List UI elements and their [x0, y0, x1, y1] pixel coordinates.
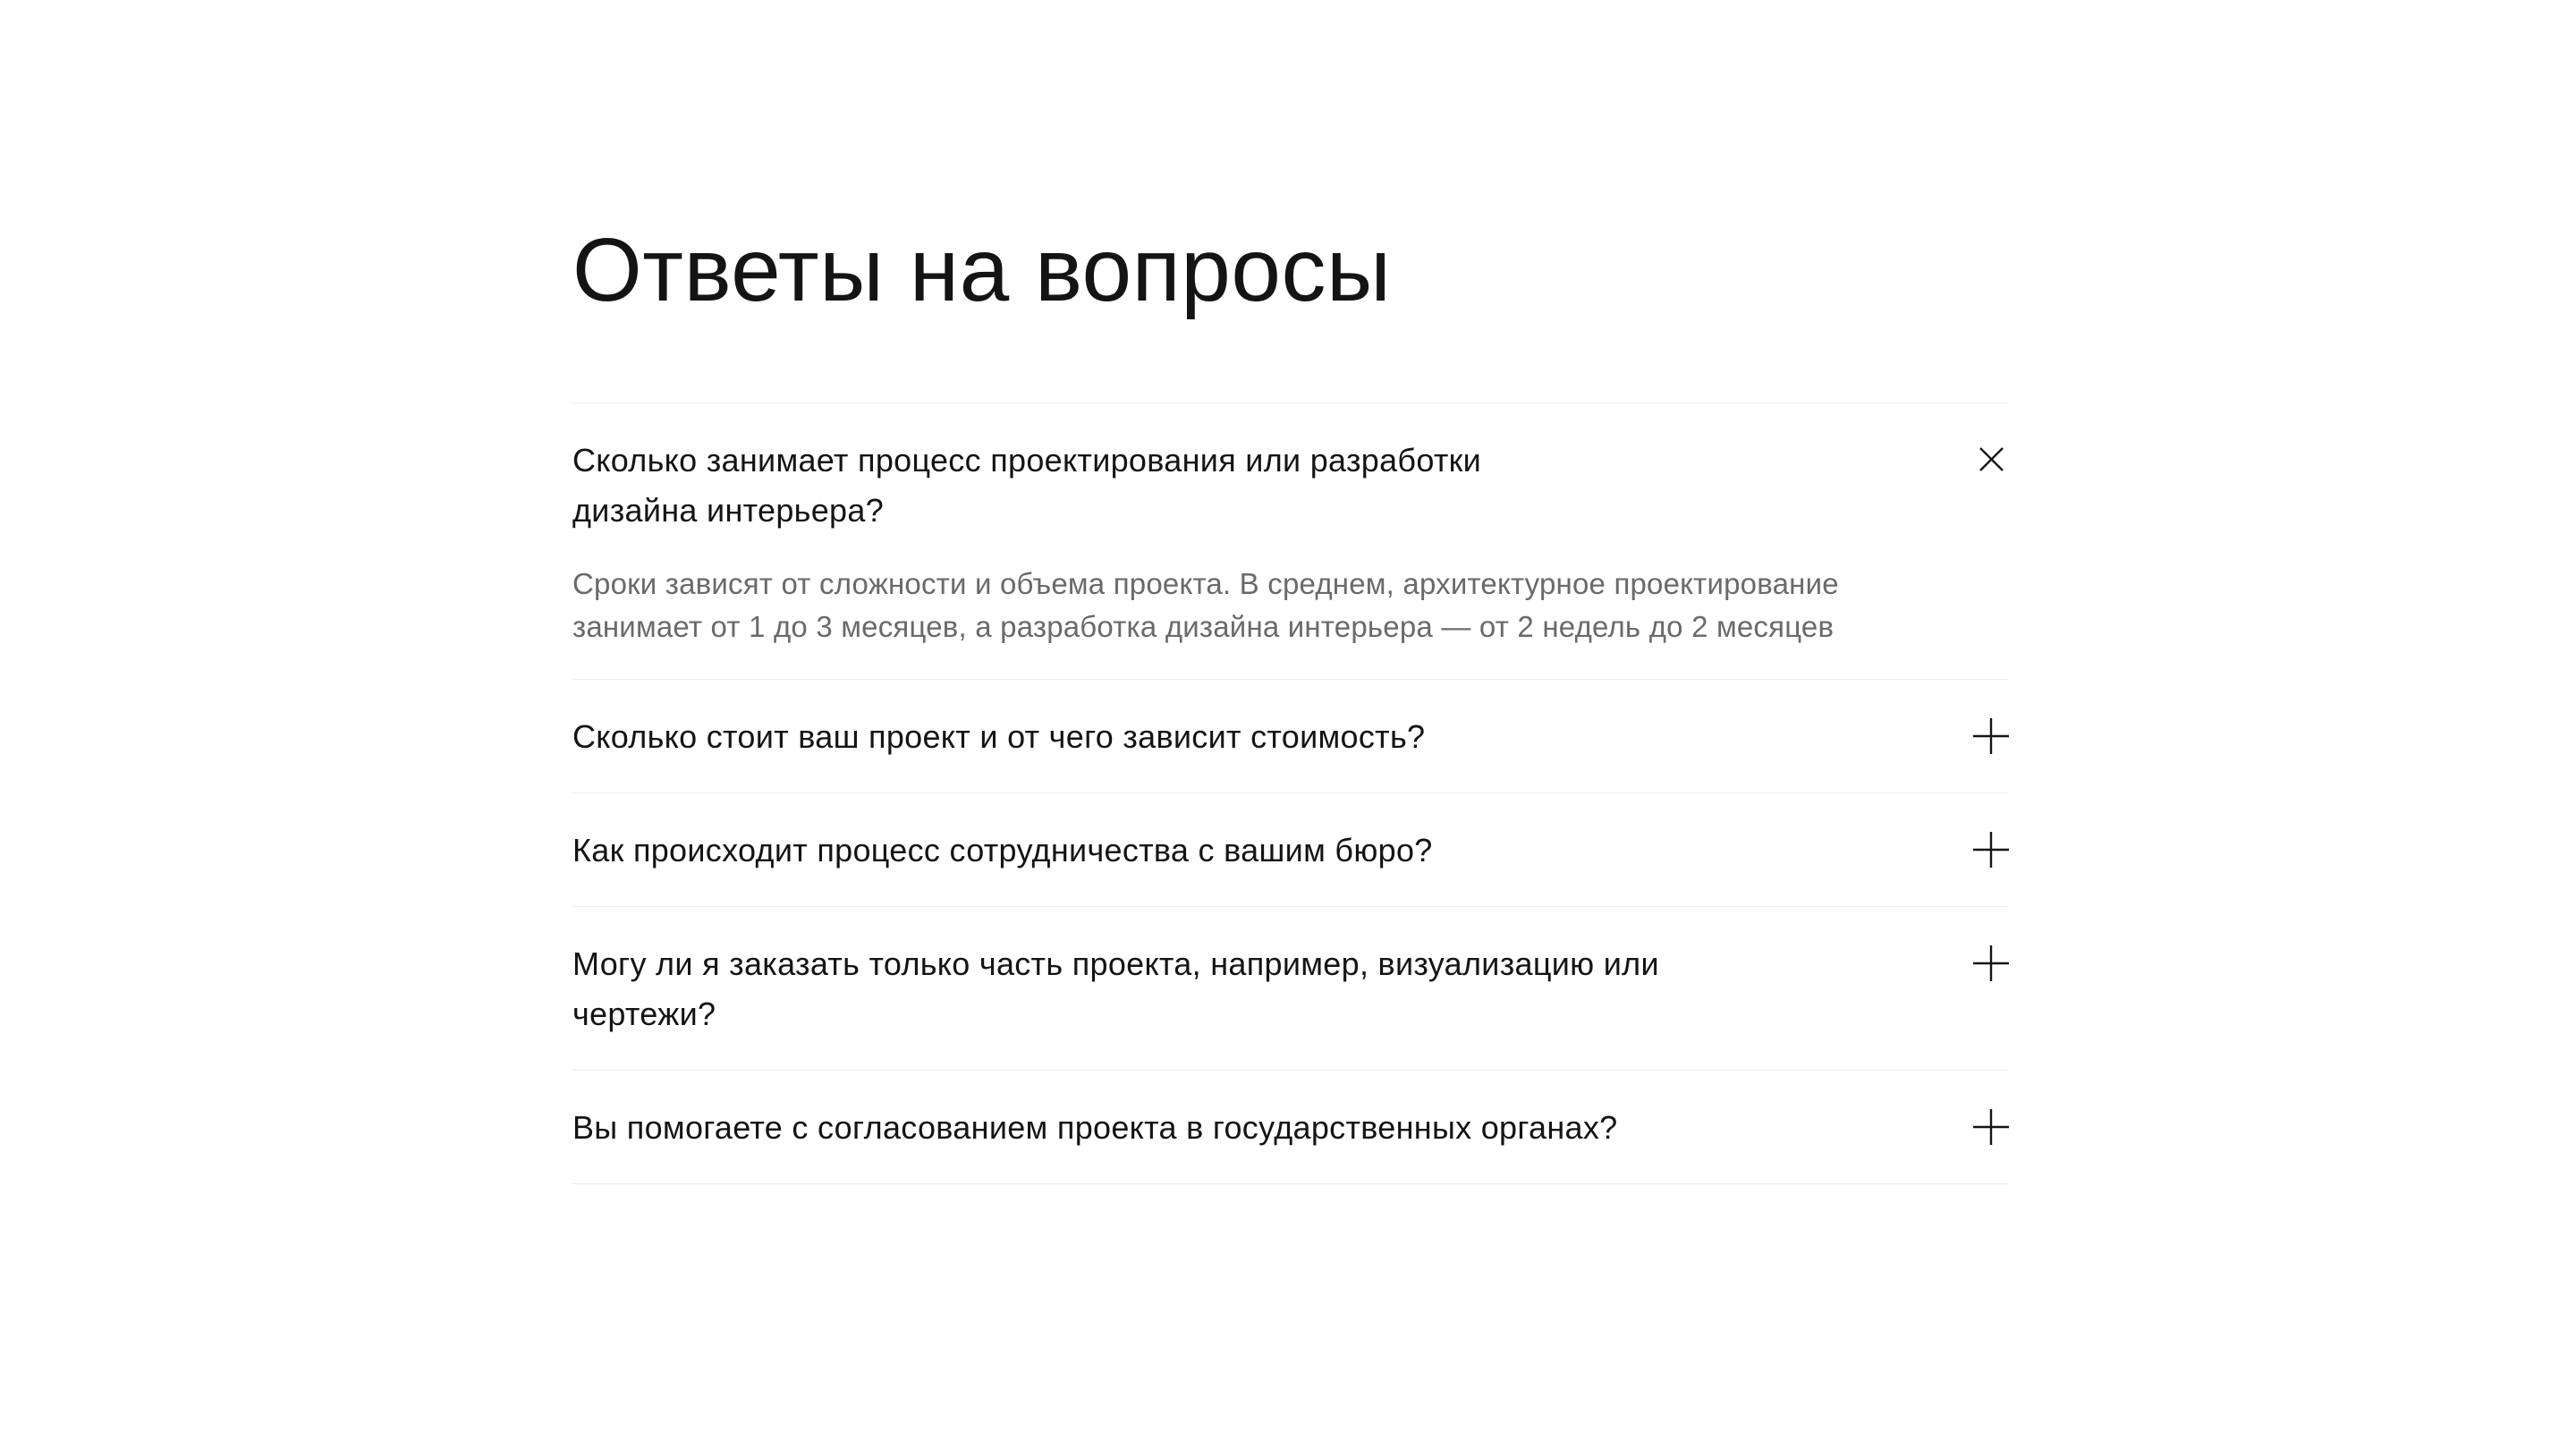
faq-question-line: Сколько занимает процесс проектирования или разработки	[572, 442, 1482, 479]
faq-question	[572, 939, 1659, 1039]
faq-section	[572, 0, 2009, 1184]
faq-question-row[interactable]	[572, 939, 2009, 1039]
faq-item	[572, 402, 2009, 679]
faq-answer	[572, 563, 2004, 648]
faq-answer-line: Сроки зависят от сложности и объема проекта. В среднем, архитектурное проектирование	[572, 567, 1839, 600]
faq-item	[572, 906, 2009, 1070]
plus-icon	[1973, 832, 2009, 870]
faq-question	[572, 826, 1433, 876]
faq-list	[572, 402, 2009, 1184]
faq-question-line: Как происходит процесс сотрудничества с вашим бюро?	[572, 832, 1433, 869]
faq-question-row[interactable]	[572, 712, 2009, 762]
faq-question-line: Могу ли я заказать только часть проекта, например, визуализацию или	[572, 945, 1659, 982]
faq-question-line: чертежи?	[572, 996, 716, 1032]
collapse-button[interactable]	[1973, 436, 2009, 486]
faq-answer-line: занимает от 1 до 3 месяцев, а разработка дизайна интерьера — от 2 недель до 2 месяцев	[572, 610, 1835, 643]
expand-button[interactable]	[1973, 1103, 2009, 1153]
faq-question-row[interactable]	[572, 826, 2009, 876]
faq-question-line: Сколько стоит ваш проект и от чего зависит стоимость?	[572, 718, 1426, 755]
close-icon	[1978, 445, 2005, 476]
faq-question	[572, 712, 1425, 762]
faq-question-row[interactable]	[572, 1103, 2009, 1153]
faq-item	[572, 1070, 2009, 1183]
faq-question	[572, 1103, 1617, 1153]
faq-item	[572, 679, 2009, 792]
faq-item	[572, 792, 2009, 906]
page-title: Ответы на вопросы	[572, 220, 1392, 320]
faq-question-line: Вы помогаете с согласованием проекта в государственных органах?	[572, 1109, 1618, 1146]
plus-icon	[1973, 945, 2009, 984]
expand-button[interactable]	[1973, 712, 2009, 762]
faq-question-row[interactable]	[572, 436, 2009, 536]
faq-question	[572, 436, 1481, 536]
plus-icon	[1973, 718, 2009, 757]
expand-button[interactable]	[1973, 826, 2009, 876]
faq-question-line: дизайна интерьера?	[572, 492, 885, 529]
plus-icon	[1973, 1109, 2009, 1148]
expand-button[interactable]	[1973, 939, 2009, 989]
